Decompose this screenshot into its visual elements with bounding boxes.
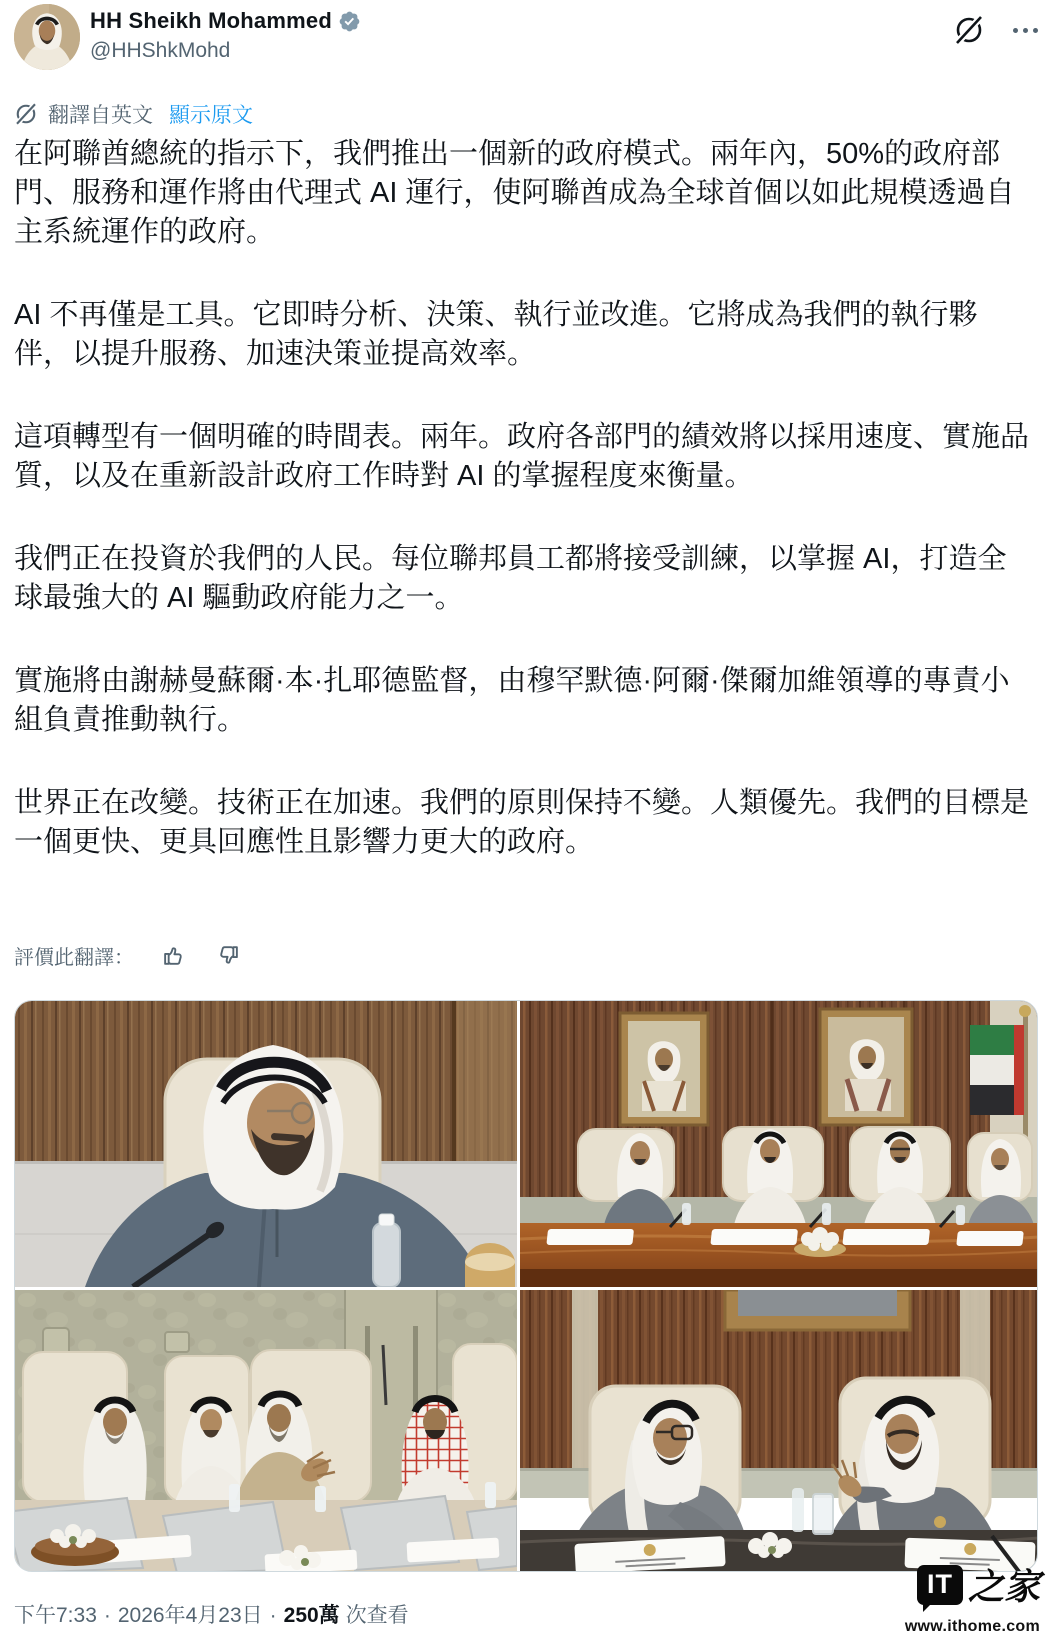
photo-4-illustration (520, 1290, 1038, 1572)
photo-3[interactable] (15, 1290, 517, 1572)
verified-badge-icon (338, 10, 361, 33)
avatar[interactable] (14, 4, 80, 70)
views-count[interactable]: 250萬 (283, 1604, 340, 1627)
user-handle[interactable]: @HHShkMohd (90, 39, 231, 62)
separator: · (103, 1604, 111, 1627)
photo-4[interactable] (520, 1290, 1038, 1572)
tweet-paragraph: AI 不再僅是工具。它即時分析、決策、執行並改進。它將成為我們的執行夥伴，以提升服務、加速決策並提高效率。 (14, 299, 978, 370)
ithome-logo-icon: IT (917, 1565, 963, 1605)
ithome-logo-text: 之家 (967, 1567, 1040, 1607)
tweet-header (14, 4, 1038, 70)
post-date: 2026年4月23日 (117, 1604, 263, 1627)
media-grid (14, 1000, 1038, 1572)
grok-icon[interactable] (953, 14, 985, 46)
avatar-photo (14, 4, 80, 70)
photo-2-illustration (520, 1001, 1038, 1287)
identity-block (90, 4, 361, 63)
ithome-url: www.ithome.com (904, 1618, 1040, 1635)
photo-3-illustration (15, 1290, 517, 1572)
photo-1[interactable] (15, 1001, 517, 1287)
rating-label: 評價此翻譯： (14, 947, 134, 969)
ithome-watermark (905, 1559, 1040, 1636)
translation-rating (14, 941, 240, 970)
tweet-footer (14, 1599, 409, 1629)
translated-from-label: 翻譯自英文 (48, 104, 153, 127)
tweet-paragraph: 實施將由謝赫曼蘇爾·本·扎耶德監督，由穆罕默德·阿爾·傑爾加維領導的專責小組負責推動執行。 (14, 665, 1010, 736)
tweet-paragraph: 這項轉型有一個明確的時間表。兩年。政府各部門的績效將以採用速度、實施品質，以及在重新設計政府工作時對 AI 的掌握程度來衡量。 (14, 421, 1030, 492)
tweet-paragraph: 在阿聯酋總統的指示下，我們推出一個新的政府模式。兩年內，50%的政府部門、服務和運作將由代理式 AI 運行，使阿聯酋成為全球首個以如此規模透過自主系統運作的政府。 (14, 138, 1015, 248)
photo-2[interactable] (520, 1001, 1038, 1287)
show-original-link[interactable]: 顯示原文 (169, 104, 253, 127)
thumbs-down-icon[interactable] (215, 943, 240, 968)
photo-1-illustration (15, 1001, 517, 1287)
separator: · (269, 1604, 277, 1627)
display-name[interactable]: HH Sheikh Mohammed (90, 8, 332, 33)
grok-translate-icon (14, 102, 38, 126)
thumbs-up-icon[interactable] (162, 943, 187, 968)
header-actions (953, 4, 1038, 46)
post-time: 下午7:33 (14, 1604, 97, 1627)
tweet-paragraph: 我們正在投資於我們的人民。每位聯邦員工都將接受訓練，以掌握 AI，打造全球最強大的 AI 驅動政府能力之一。 (14, 543, 1007, 614)
views-label: 次查看 (345, 1604, 409, 1627)
tweet-text (14, 135, 1032, 906)
more-menu-icon[interactable] (1013, 14, 1038, 46)
translation-bar (14, 99, 253, 129)
tweet-paragraph: 世界正在改變。技術正在加速。我們的原則保持不變。人類優先。我們的目標是一個更快、更具回應性且影響力更大的政府。 (14, 787, 1030, 858)
